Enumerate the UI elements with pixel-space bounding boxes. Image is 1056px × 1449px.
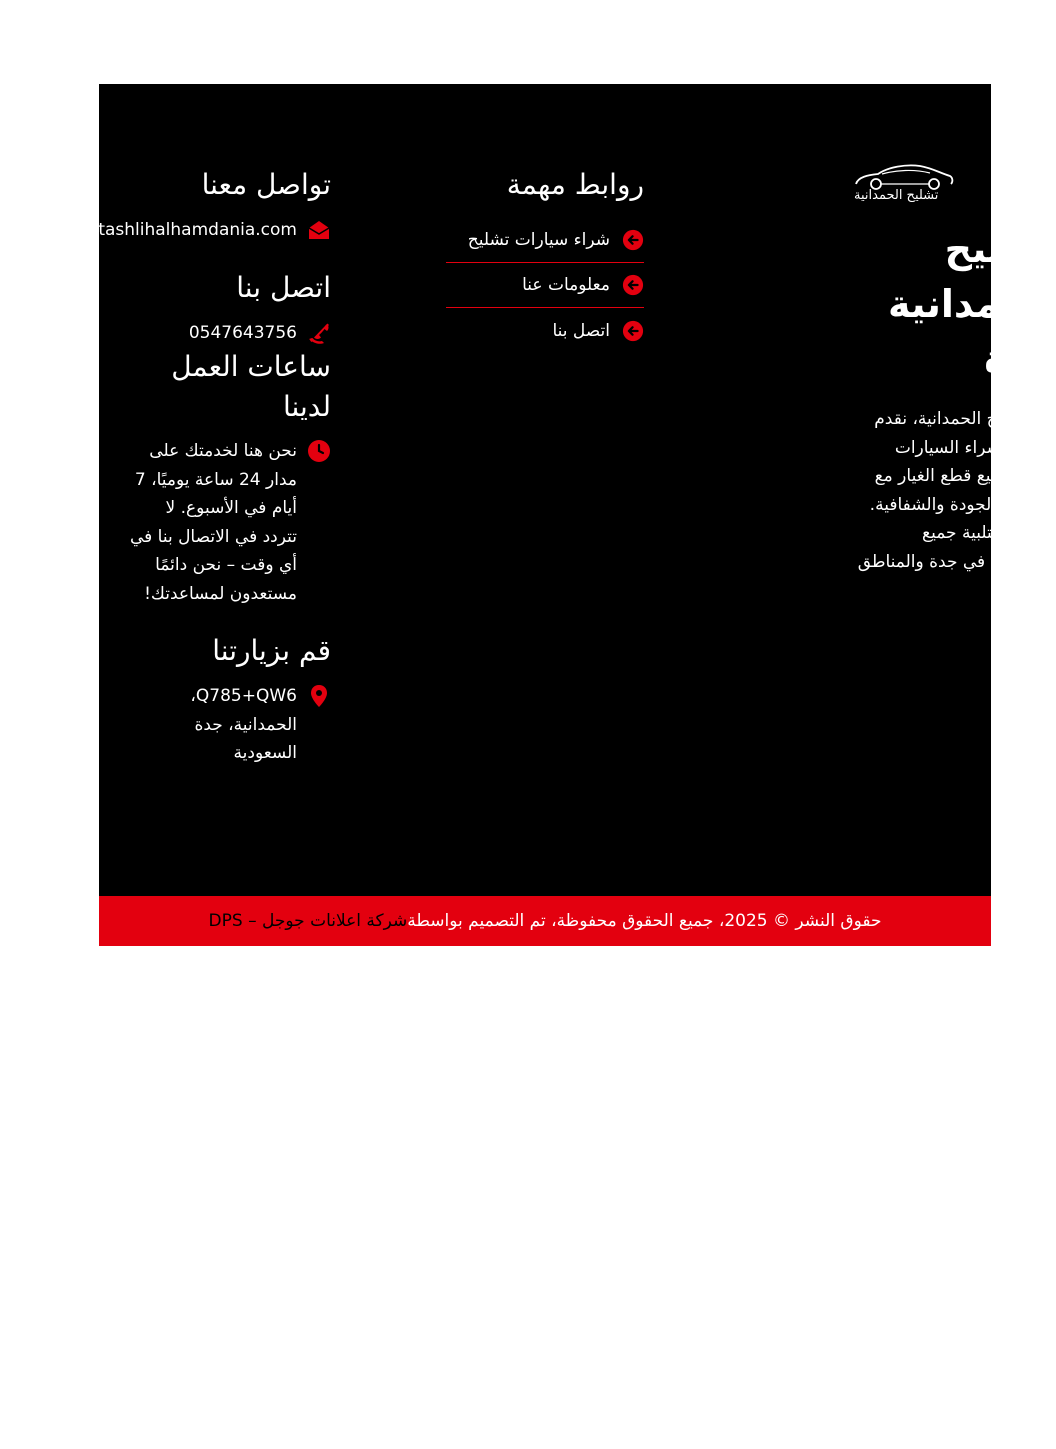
links-heading: روابط مهمة — [506, 168, 644, 201]
link-about[interactable]: معلومات عنا — [522, 275, 610, 295]
logo[interactable] — [854, 162, 1056, 204]
address-text: Q785+QW6، الحمدانية، جدة السعودية — [190, 686, 297, 763]
visit-heading: قم بزيارتنا — [212, 634, 331, 667]
car-logo-icon — [854, 162, 954, 188]
phone-number[interactable]: 0547643756 — [188, 322, 297, 343]
logo-text: تشليح الحمدانية — [854, 188, 939, 203]
link-contact[interactable]: اتصل بنا — [552, 320, 610, 341]
email-row[interactable] — [72, 216, 331, 245]
site-footer — [72, 84, 1056, 896]
clock-icon — [307, 439, 331, 463]
envelope-icon — [307, 218, 331, 242]
phone-row[interactable] — [99, 319, 331, 348]
link-buy-cars[interactable]: شراء سيارات تشليح — [467, 230, 610, 250]
contact-heading: تواصل معنا — [201, 168, 331, 201]
agency-name: شركة اعلانات جوجل — [261, 911, 408, 931]
hours-heading: ساعات العمل لدينا — [171, 350, 331, 423]
link-item[interactable] — [446, 263, 644, 308]
agency-link[interactable] — [209, 911, 408, 931]
copyright-bar — [99, 896, 991, 946]
arrow-left-circle-icon — [622, 229, 644, 251]
link-item[interactable] — [446, 308, 644, 353]
hours-text: نحن هنا لخدمتك على مدار 24 ساعة يوميًا، 7 أيام في الأسبوع. لا تتردد في الاتصال بنا في أي وقت – نحن دائمًا مستعدون لمساعدتك! — [129, 441, 297, 604]
brand-description: في تشليح الحمدانية، نقدم خدمات شراء السيارات الخردة وبيع قطع الغيار مع الالتزام بالجودة والشفافية. نحن هنا لتلبية جميع احتياجاتك في جدة والمناطق المجاورة. — [857, 409, 1056, 600]
brand-title: تشليح الحمدانية جدة — [888, 227, 1056, 381]
address-row — [99, 682, 331, 768]
phone-icon — [307, 321, 331, 345]
copyright-text: حقوق النشر © 2025، جميع الحقوق محفوظة، تم التصميم بواسطة — [407, 911, 882, 931]
contact-column — [72, 168, 331, 768]
link-item[interactable] — [446, 218, 644, 263]
hours-row — [99, 437, 331, 608]
brand-column — [854, 162, 1056, 605]
arrow-left-circle-icon — [622, 274, 644, 296]
links-column — [446, 168, 644, 353]
map-pin-icon — [307, 684, 331, 708]
email-link[interactable]: s@tashlihalhamdania.com — [72, 220, 297, 240]
call-heading: اتصل بنا — [236, 270, 331, 304]
agency-suffix: – DPS — [208, 911, 262, 931]
arrow-left-circle-icon — [622, 320, 644, 342]
links-list — [446, 218, 644, 353]
